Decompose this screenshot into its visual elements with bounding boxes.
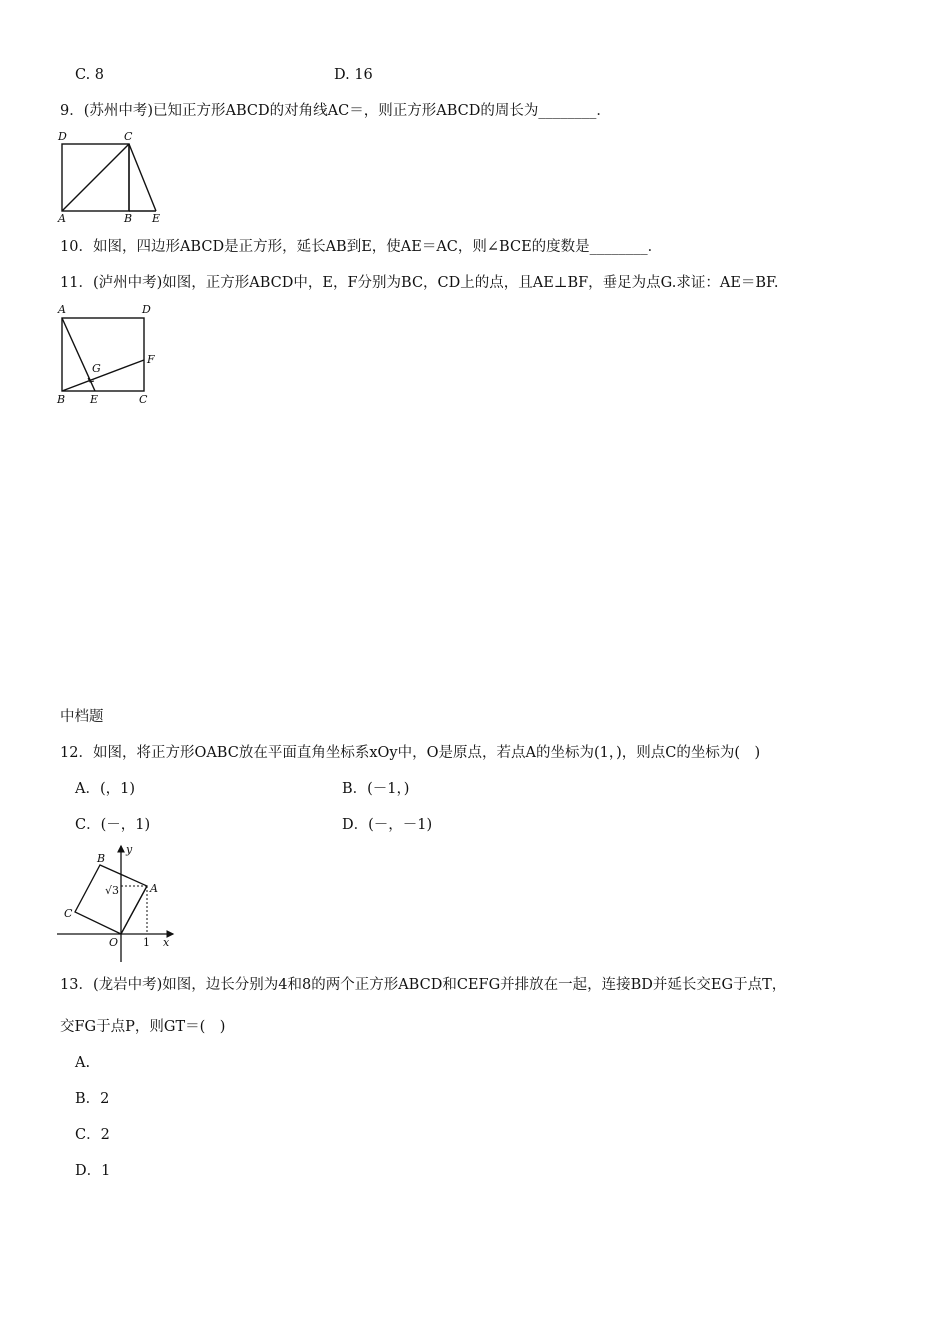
q11-label-c: C: [139, 393, 148, 406]
section-title: 中档题: [60, 709, 104, 725]
q11-label-d: D: [142, 303, 151, 316]
q12-option-a: A．(，1): [75, 781, 136, 797]
q11-label-a: A: [58, 303, 66, 316]
q8-option-d: D. 16: [334, 67, 373, 83]
q9-label-a: A: [58, 212, 66, 225]
q12-option-c: C．(－，1): [75, 817, 151, 833]
q12-label-a: A: [150, 882, 158, 895]
q9-label-b: B: [124, 212, 133, 225]
q11-figure: [52, 302, 162, 407]
q11-label-f: F: [147, 353, 155, 366]
q11-label-b: B: [57, 393, 66, 406]
q13-option-d: D．1: [75, 1163, 111, 1179]
q8-option-c: C. 8: [75, 67, 105, 83]
q13-text-line1: 13．(龙岩中考)如图，边长分别为4和8的两个正方形ABCD和CEFG并排放在一起，连接BD并延长交EG于点T，: [60, 977, 787, 993]
q13-text-line2: 交FG于点P，则GT＝( ): [60, 1019, 226, 1035]
q9-label-d: D: [58, 130, 67, 143]
q12-label-o: O: [109, 936, 119, 949]
q12-label-b: B: [97, 852, 106, 865]
q9-figure: [52, 128, 162, 223]
q13-option-b: B．2: [75, 1091, 110, 1107]
q12-label-c: C: [64, 907, 73, 920]
q9-label-e: E: [152, 212, 161, 225]
q12-option-b: B．(－1，): [342, 781, 410, 797]
q9-label-c: C: [124, 130, 133, 143]
q12-label-y: y: [126, 843, 133, 856]
q13-option-c: C．2: [75, 1127, 110, 1143]
q11-label-g: G: [92, 362, 101, 375]
q12-option-d: D．(－，－1): [342, 817, 433, 833]
q12-label-sqrt3: √3: [105, 884, 120, 897]
q12-label-x: x: [163, 936, 170, 949]
q11-label-e: E: [90, 393, 99, 406]
q13-option-a: A.: [75, 1055, 91, 1071]
q10-text: 10．如图，四边形ABCD是正方形，延长AB到E，使AE＝AC，则∠BCE的度数是________．: [60, 239, 663, 255]
q12-text: 12．如图，将正方形OABC放在平面直角坐标系xOy中，O是原点，若点A的坐标为(1，)，则点C的坐标为( ): [60, 745, 761, 761]
q11-text: 11．(泸州中考)如图，正方形ABCD中，E，F分别为BC，CD上的点，且AE⊥BF，垂足为点G.求证：AE＝BF.: [60, 275, 779, 291]
q12-figure: [55, 842, 185, 967]
q9-text: 9．(苏州中考)已知正方形ABCD的对角线AC＝，则正方形ABCD的周长为________．: [60, 103, 611, 119]
q12-label-one: 1: [143, 936, 150, 949]
